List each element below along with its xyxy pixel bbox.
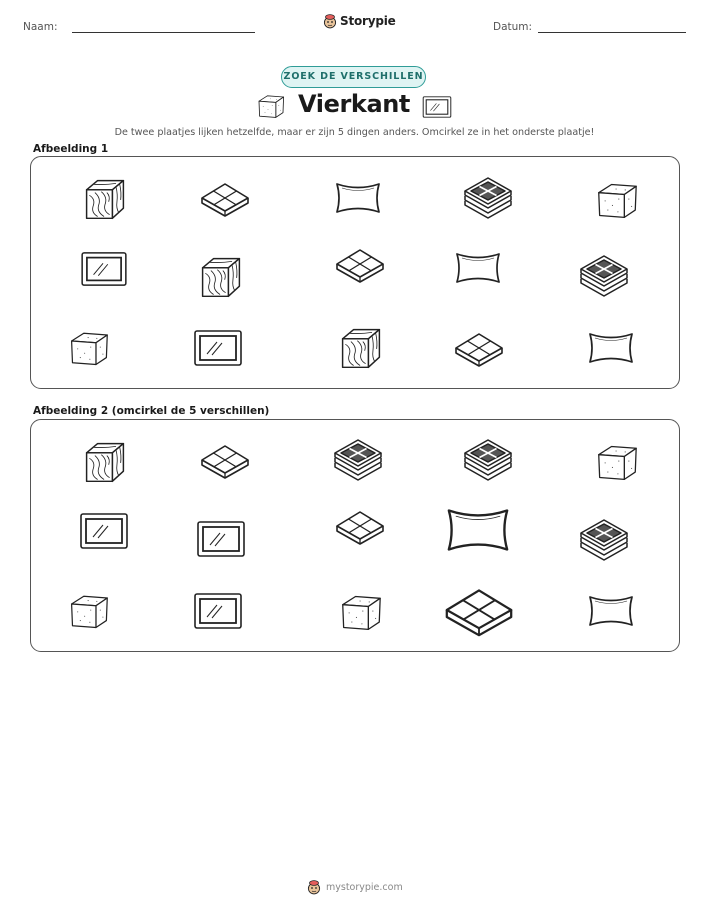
picture-2-pillow-icon[interactable]: [586, 593, 636, 629]
picture-2-sugar-cube-icon[interactable]: [593, 441, 641, 483]
picture-1-cushion-tile-icon[interactable]: [454, 328, 504, 368]
sugar-cube-icon: [256, 92, 286, 120]
brand-logo: [323, 13, 396, 29]
picture-1-window-icon[interactable]: [193, 328, 243, 368]
picture-2-cushion-tile-icon[interactable]: [444, 582, 514, 638]
footer-mascot-icon: [307, 879, 321, 899]
picture-2-wooden-block-icon[interactable]: [80, 439, 130, 485]
picture-1-wooden-block-icon[interactable]: [80, 176, 130, 222]
picture-1-wooden-block-icon[interactable]: [196, 254, 246, 300]
picture-2-stacked-tiles-icon[interactable]: [463, 437, 513, 483]
name-label: Naam:: [23, 21, 58, 33]
picture-2-window-icon[interactable]: [79, 511, 129, 551]
picture-2-pillow-icon[interactable]: [443, 505, 513, 555]
picture-1-sugar-cube-icon[interactable]: [66, 328, 112, 368]
picture-2-cushion-tile-icon[interactable]: [200, 440, 250, 480]
storypie-mascot-icon: [323, 13, 337, 29]
date-label: Datum:: [493, 21, 533, 33]
picture-1-cushion-tile-icon[interactable]: [335, 244, 385, 284]
picture-1-sugar-cube-icon[interactable]: [593, 179, 641, 221]
activity-badge: ZOEK DE VERSCHILLEN: [281, 66, 426, 88]
picture-1-wooden-block-icon[interactable]: [336, 325, 386, 371]
brand-name: Storypie: [340, 14, 396, 28]
picture-2-label: Afbeelding 2 (omcirkel de 5 verschillen): [33, 405, 270, 417]
picture-2-cushion-tile-icon[interactable]: [335, 506, 385, 546]
picture-1-label: Afbeelding 1: [33, 143, 109, 155]
picture-2-stacked-tiles-icon[interactable]: [579, 517, 629, 563]
picture-1-stacked-tiles-icon[interactable]: [463, 175, 513, 221]
picture-2-sugar-cube-icon[interactable]: [66, 591, 112, 631]
picture-1-window-icon[interactable]: [79, 250, 129, 288]
picture-1-stacked-tiles-icon[interactable]: [579, 253, 629, 299]
page-title: Vierkant: [298, 90, 411, 118]
window-icon: [422, 95, 452, 119]
picture-2-sugar-cube-icon[interactable]: [337, 591, 385, 633]
name-field[interactable]: [72, 32, 255, 33]
picture-1-cushion-tile-icon[interactable]: [200, 178, 250, 218]
picture-2-window-icon[interactable]: [196, 519, 246, 559]
picture-1-pillow-icon[interactable]: [586, 330, 636, 366]
picture-1-pillow-icon[interactable]: [333, 180, 383, 216]
instructions: De twee plaatjes lijken hetzelfde, maar er zijn 5 dingen anders. Omcirkel ze in het onderste plaatje!: [114, 127, 595, 138]
picture-2-stacked-tiles-icon[interactable]: [333, 437, 383, 483]
picture-2-window-icon[interactable]: [193, 591, 243, 631]
footer-url[interactable]: mystorypie.com: [326, 882, 403, 893]
picture-1-pillow-icon[interactable]: [453, 250, 503, 286]
date-field[interactable]: [538, 32, 686, 33]
